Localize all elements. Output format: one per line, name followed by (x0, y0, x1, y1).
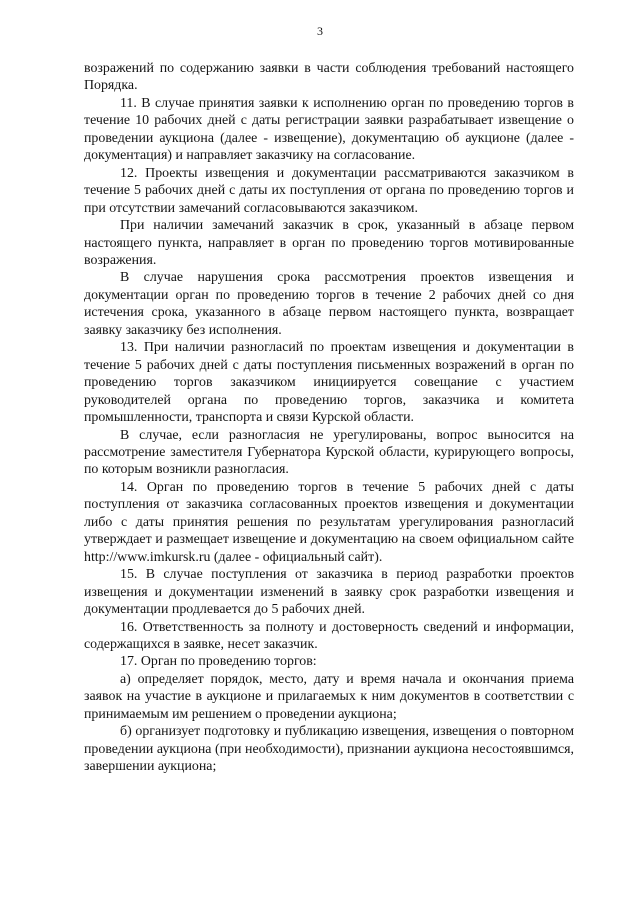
paragraph-item-11: 11. В случае принятия заявки к исполнению орган по проведению торгов в течение 10 рабочих дней с даты регистрации заявки разрабатывает извещение о проведении аукциона (далее - извещение), документацию об аукционе (далее - документация) и направляет заказчику на согласование. (84, 95, 574, 164)
paragraph-item-17: 17. Орган по проведению торгов: (120, 654, 317, 670)
page-number: 3 (317, 24, 323, 38)
paragraph-item-15: 15. В случае поступления от заказчика в период разработки проектов извещения и документации изменений в заявку срок разработки извещения и документации продлевается до 5 рабочих дней. (84, 567, 574, 618)
document-body (84, 60, 574, 776)
paragraph-item-16: 16. Ответственность за полноту и достоверность сведений и информации, содержащихся в заявке, несет заказчик. (84, 619, 574, 652)
paragraph-item-13-unresolved: В случае, если разногласия не урегулированы, вопрос выносится на рассмотрение заместителя Губернатора Курской области, курирующего вопросы, по которым возникли разногласия. (84, 427, 574, 478)
paragraph-item-17-b: б) организует подготовку и публикацию извещения, извещения о повторном проведении аукциона (при необходимости), признании аукциона несостоявшимся, завершении аукциона; (84, 724, 574, 775)
paragraph-item-17-a: а) определяет порядок, место, дату и время начала и окончания приема заявок на участие в аукционе и прилагаемых к ним документов в соответствии с принимаемым им решением о проведении аукциона; (84, 671, 574, 722)
paragraph-item-14: 14. Орган по проведению торгов в течение 5 рабочих дней с даты поступления от заказчика согласованных проектов извещения и документации либо с даты принятия решения по результатам урегулирования разногласий утверждает и размещает извещение и документацию на своем официальном сайте http://www.imkursk.ru (далее - официальный сайт). (84, 479, 574, 565)
paragraph-item-12: 12. Проекты извещения и документации рассматриваются заказчиком в течение 5 рабочих дней с даты их поступления от органа по проведению торгов и при отсутствии замечаний согласовываются заказчиком. (84, 165, 574, 216)
paragraph-item-12-remarks: При наличии замечаний заказчик в срок, указанный в абзаце первом настоящего пункта, направляет в орган по проведению торгов мотивированные возражения. (84, 218, 574, 268)
paragraph-item-13: 13. При наличии разногласий по проектам извещения и документации в течение 5 рабочих дней с даты поступления письменных возражений в орган по проведению торгов заказчиком инициируется совещание с участием руководителей органа по проведению торгов, заказчика и комитета промышленности, транспорта и связи Курской области. (84, 340, 574, 426)
paragraph-continuation: возражений по содержанию заявки в части соблюдения требований настоящего Порядка. (84, 61, 574, 94)
paragraph-item-12-deadline-violation: В случае нарушения срока рассмотрения проектов извещения и документации орган по проведению торгов в течение 2 рабочих дней со дня истечения срока, указанного в абзаце первом настоящего пункта, возвращает заявку заказчику без исполнения. (84, 270, 574, 338)
